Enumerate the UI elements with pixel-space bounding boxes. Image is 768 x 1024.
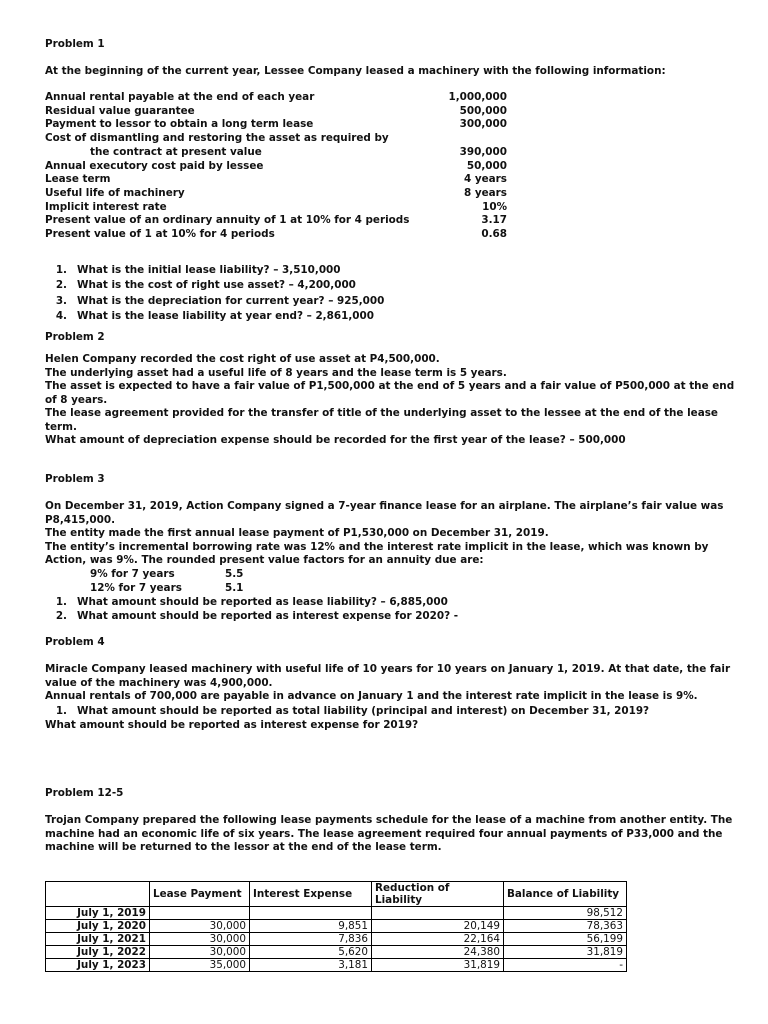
table-row (46, 946, 627, 959)
problem-4-question-2: What amount should be reported as interest expense for 2019? (45, 719, 419, 731)
pv-factor-label: 9% for 7 years (90, 568, 175, 580)
problem-12-5-line: Trojan Company prepared the following lease payments schedule for the lease of a machine from another entity. The (45, 814, 733, 826)
info-label: Implicit interest rate (45, 200, 167, 213)
problem-2-line: The asset is expected to have a fair value of P1,500,000 at the end of 5 years and a fair value of P500,000 at the end (45, 380, 735, 392)
info-value: 390,000 (459, 145, 507, 158)
problem-4-line: Annual rentals of 700,000 are payable in advance on January 1 and the interest rate implicit in the lease is 9%. (45, 690, 698, 702)
table-cell: 20,149 (372, 920, 504, 933)
problem-3-line: On December 31, 2019, Action Company signed a 7-year finance lease for an airplane. The airplane’s fair value was (45, 500, 724, 512)
table-cell: 30,000 (150, 920, 250, 933)
pv-factor-label: 12% for 7 years (90, 582, 182, 594)
table-cell: July 1, 2019 (46, 907, 150, 920)
table-header-row (46, 882, 627, 907)
problem-2-line: Helen Company recorded the cost right of use asset at P4,500,000. (45, 353, 440, 365)
table-cell (250, 907, 372, 920)
answer: 925,000 (337, 294, 385, 307)
problem-3-line: The entity’s incremental borrowing rate was 12% and the interest rate implicit in the lease, which was known by (45, 540, 709, 553)
table-cell: 78,363 (504, 920, 627, 933)
info-value: 0.68 (481, 228, 507, 240)
info-value: 300,000 (459, 118, 507, 131)
info-value: 8 years (464, 186, 507, 199)
column-header: Lease Payment (150, 882, 250, 907)
info-label: Cost of dismantling and restoring the asset as required by (45, 132, 389, 145)
info-label: Residual value guarantee (45, 104, 195, 117)
info-label: Annual rental payable at the end of each year (45, 91, 315, 103)
table-cell: July 1, 2020 (46, 920, 150, 933)
table-cell: July 1, 2021 (46, 933, 150, 946)
table-cell: 9,851 (250, 920, 372, 933)
problem-1-title: Problem 1 (45, 38, 105, 50)
column-header: Balance of Liability (504, 882, 627, 907)
table-cell: July 1, 2022 (46, 946, 150, 959)
problem-3-line: The entity made the first annual lease payment of P1,530,000 on December 31, 2019. (45, 527, 549, 539)
table-row (46, 933, 627, 946)
table-cell: July 1, 2023 (46, 959, 150, 972)
problem-2-title: Problem 2 (45, 331, 105, 343)
table-cell: 3,181 (250, 959, 372, 972)
problem-3-title: Problem 3 (45, 473, 105, 485)
answer: 2,861,000 (315, 309, 374, 322)
table-cell: 56,199 (504, 933, 627, 946)
problem-2-question: What amount of depreciation expense should be recorded for the first year of the lease? – 500,000 (45, 434, 626, 446)
problem-2-line: term. (45, 420, 77, 433)
problem-1-intro: At the beginning of the current year, Lessee Company leased a machinery with the following information: (45, 65, 666, 77)
problem-2-line: The lease agreement provided for the transfer of title of the underlying asset to the lessee at the end of the lease (45, 407, 718, 419)
table-cell (372, 907, 504, 920)
info-value: 4 years (464, 173, 507, 186)
table-cell: 30,000 (150, 946, 250, 959)
info-label: Annual executory cost paid by lessee (45, 159, 264, 172)
answer: 4,200,000 (297, 279, 356, 292)
problem-3-line: Action, was 9%. The rounded present value factors for an annuity due are: (45, 554, 484, 566)
info-label: Present value of 1 at 10% for 4 periods (45, 228, 275, 240)
info-value: 10% (482, 200, 507, 213)
info-value: 50,000 (466, 159, 507, 172)
table-cell: 31,819 (372, 959, 504, 972)
table-cell: 5,620 (250, 946, 372, 959)
problem-4-body (45, 663, 730, 704)
problem-4-line: value of the machinery was 4,900,000. (45, 676, 273, 689)
column-header: Interest Expense (250, 882, 372, 907)
info-value: 1,000,000 (448, 91, 507, 103)
table-row (46, 959, 627, 972)
info-label: Present value of an ordinary annuity of 1 at 10% for 4 periods (45, 214, 410, 227)
pv-factor-value: 5.5 (225, 568, 244, 580)
info-value: 500,000 (459, 104, 507, 117)
problem-4-line: Miracle Company leased machinery with useful life of 10 years for 10 years on January 1, 2019. At that date, the fair (45, 663, 731, 675)
info-label: Useful life of machinery (45, 186, 185, 199)
table-cell: 35,000 (150, 959, 250, 972)
info-label: Payment to lessor to obtain a long term lease (45, 118, 314, 131)
answer: 3,510,000 (282, 264, 341, 276)
problem-2-line: The underlying asset had a useful life of 8 years and the lease term is 5 years. (45, 366, 507, 379)
table-cell: 30,000 (150, 933, 250, 946)
problem-3-line: P8,415,000. (45, 513, 116, 526)
column-header (46, 882, 150, 907)
info-label: Lease term (45, 173, 111, 186)
table-cell (150, 907, 250, 920)
problem-4-title: Problem 4 (45, 636, 105, 648)
info-label: the contract at present value (90, 145, 262, 158)
table-cell: 31,819 (504, 946, 627, 959)
table-cell: 22,164 (372, 933, 504, 946)
problem-12-5-line: machine had an economic life of six years. The lease agreement required four annual payments of P33,000 and the (45, 827, 723, 840)
problem-12-5-body (45, 814, 732, 855)
table-cell: 24,380 (372, 946, 504, 959)
table-cell: 7,836 (250, 933, 372, 946)
problem-3-body (45, 500, 723, 568)
column-header: Reduction of Liability (372, 882, 504, 907)
problem-2-line: of 8 years. (45, 393, 108, 406)
problem-12-5-title: Problem 12-5 (45, 787, 124, 799)
pv-factor-value: 5.1 (225, 582, 244, 594)
table-row (46, 907, 627, 920)
problem-12-5-line: machine will be returned to the lessor at the end of the lease term. (45, 841, 442, 853)
info-value: 3.17 (481, 214, 507, 227)
lease-schedule-table (45, 881, 627, 972)
table-row (46, 920, 627, 933)
table-cell: 98,512 (504, 907, 627, 920)
table-cell: - (504, 959, 627, 972)
problem-2-body (45, 353, 734, 448)
